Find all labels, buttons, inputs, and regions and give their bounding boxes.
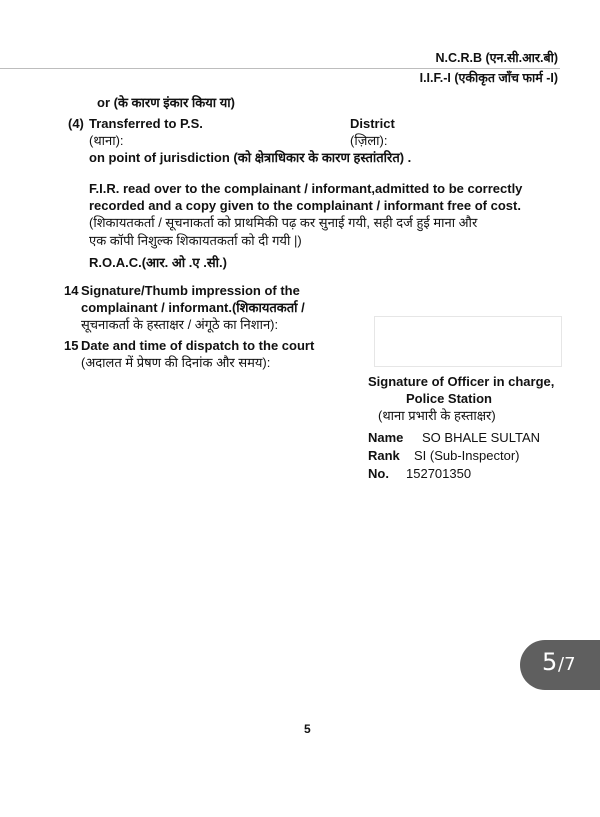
fir-line-4: एक कॉपी निशुल्क शिकायतकर्ता को दी गयी |) xyxy=(89,233,302,248)
iif-header: I.I.F.-I (एकीकृत जाँच फार्म -I) xyxy=(419,71,558,85)
item14-line-1: Signature/Thumb impression of the xyxy=(81,283,300,298)
signature-box xyxy=(374,316,562,367)
header-divider xyxy=(0,68,560,69)
item15-line-2: (अदालत में प्रेषण की दिनांक और समय): xyxy=(81,355,271,370)
thana-prabhari-label: (थाना प्रभारी के हस्ताक्षर) xyxy=(378,408,496,423)
item15-line-1: Date and time of dispatch to the court xyxy=(81,338,315,353)
roac-line: R.O.A.C.(आर. ओ .ए .सी.) xyxy=(89,255,227,270)
page-indicator xyxy=(520,640,600,690)
officer-number-value: 152701350 xyxy=(406,466,472,481)
item14-line-3: सूचनाकर्ता के हस्ताक्षर / अंगूठे का निशान): xyxy=(81,317,279,332)
district-label: District xyxy=(350,116,395,131)
footer-page-number: 5 xyxy=(304,722,311,736)
name-label: Name xyxy=(368,430,404,445)
thana-label: (थाना): xyxy=(89,133,124,148)
fir-line-3: (शिकायतकर्ता / सूचनाकर्ता को प्राथमिकी पढ़ कर सुनाई गयी, सही दर्ज हुई माना और xyxy=(89,215,478,230)
item15-number: 15 xyxy=(64,338,79,353)
current-page: 5 xyxy=(542,648,558,676)
item14-number: 14 xyxy=(64,283,79,298)
jurisdiction-line: on point of jurisdiction (को क्षेत्राधिकार के कारण हस्तांतरित) . xyxy=(89,150,412,165)
police-station-label: Police Station xyxy=(406,391,492,406)
officer-rank-value: SI (Sub-Inspector) xyxy=(414,448,520,463)
officer-name-value: SO BHALE SULTAN xyxy=(422,430,540,445)
zila-label: (ज़िला): xyxy=(350,133,388,148)
officer-signature-label: Signature of Officer in charge, xyxy=(368,374,555,389)
ncrb-header: N.C.R.B (एन.सी.आर.बी) xyxy=(435,51,558,65)
number-label: No. xyxy=(368,466,389,481)
fir-line-1: F.I.R. read over to the complainant / informant,admitted to be correctly xyxy=(89,181,523,196)
rank-label: Rank xyxy=(368,448,400,463)
item14-line-2: complainant / informant.(शिकायतकर्ता / xyxy=(81,300,305,315)
refusal-or-line: or (के कारण इंकार किया या) xyxy=(97,95,235,110)
fir-line-2: recorded and a copy given to the complainant / informant free of cost. xyxy=(89,198,521,213)
transferred-to-ps-label: Transferred to P.S. xyxy=(89,116,203,131)
item4-number: (4) xyxy=(68,116,84,131)
total-pages: /7 xyxy=(558,654,576,675)
